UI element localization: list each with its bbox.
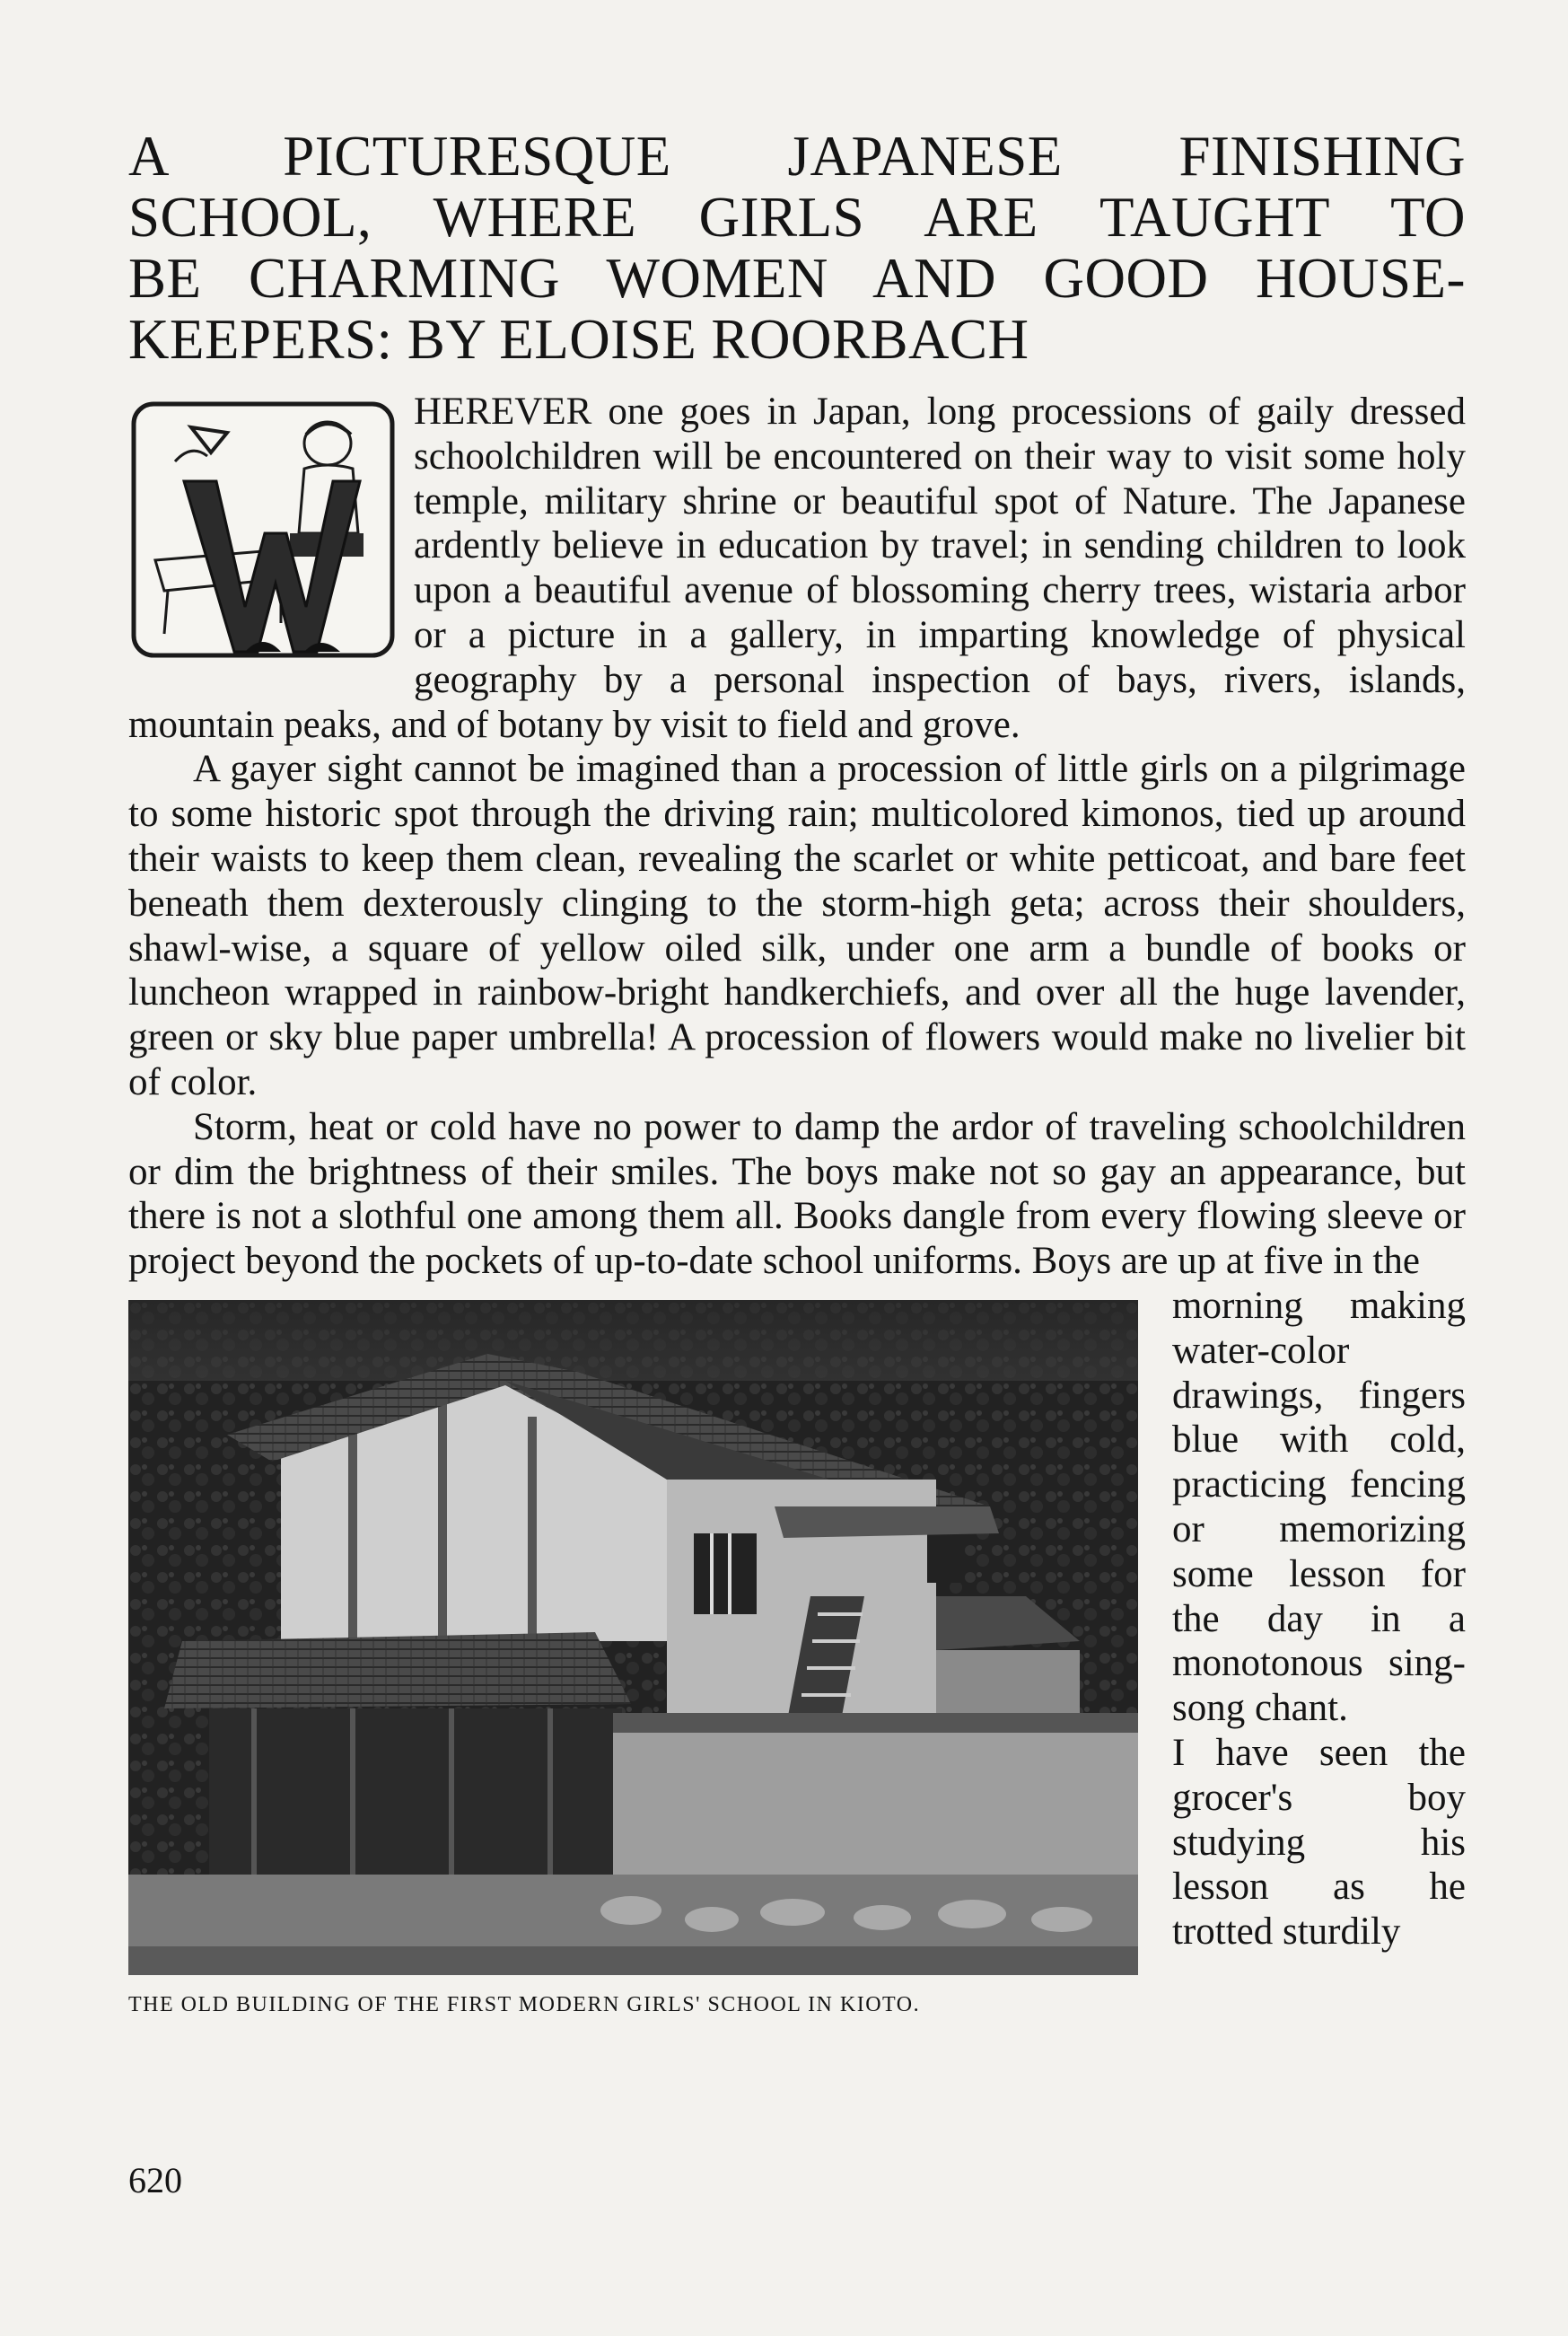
headline-line: A PICTURESQUE JAPANESE FINISHING xyxy=(128,125,1466,188)
drop-cap-w-illustration xyxy=(128,399,398,661)
figure-caption: THE OLD BUILDING OF THE FIRST MODERN GIRLS' SCHOOL IN KIOTO. xyxy=(128,1992,921,2016)
page-number: 620 xyxy=(128,2160,182,2200)
paragraph-4: I have seen the grocer's boy studying his lesson as he trotted sturdily xyxy=(1172,1731,1466,1954)
headline-line: BE CHARMING WOMEN AND GOOD HOUSE- xyxy=(128,247,1466,310)
paragraph-3: Storm, heat or cold have no power to damp the ardor of traveling schoolchildren or dim the brightness of their smiles. The boys make not so gay an appearance, but there is not a slothful one among them all. Books dangle from every flowing sleeve or project beyond the pockets of up-to-date school uniforms. Boys are up at five in the xyxy=(128,1105,1466,1283)
paragraph-2: A gayer sight cannot be imagined than a procession of little girls on a pilgrimage to some historic spot through the driving rain; multicolored kimonos, tied up around their waists to keep them clean, revealing the scarlet or white petticoat, and bare feet beneath them dexterously clinging to the storm-high geta; across their shoulders, shawl-wise, a square of yellow oiled silk, under one arm a bundle of books or luncheon wrapped in rainbow-bright handkerchiefs, and over all the huge lavender, green or sky blue paper umbrella! A procession of flowers would make no livelier bit of color. xyxy=(128,748,1466,1103)
figure xyxy=(128,1300,1138,2016)
article-headline xyxy=(128,126,1466,370)
drop-cap-illustration-icon xyxy=(128,399,398,661)
paragraph-3-continued: morning making water-color drawings, fingers blue with cold, practicing fencing or memorizing some lesson for the day in a monotonous sing-song chant. xyxy=(1172,1284,1466,1730)
headline-line: SCHOOL, WHERE GIRLS ARE TAUGHT TO xyxy=(128,186,1466,249)
school-building-photo xyxy=(128,1300,1138,1975)
headline-line: KEEPERS: BY ELOISE ROORBACH xyxy=(128,308,1029,371)
paragraph-1: HEREVER one goes in Japan, long processions of gaily dressed schoolchildren will be encountered on their way to visit some holy temple, military shrine or beautiful spot of Nature. The Japanese ardently believe in education by travel; in sending children to look upon a beautiful avenue of blossoming cherry trees, wistaria arbor or a picture in a gallery, in imparting knowledge of physical geography by a personal inspection of bays, rivers, islands, mountain peaks, and of botany by visit to field and grove. xyxy=(128,391,1466,746)
article-body xyxy=(128,390,1466,2016)
